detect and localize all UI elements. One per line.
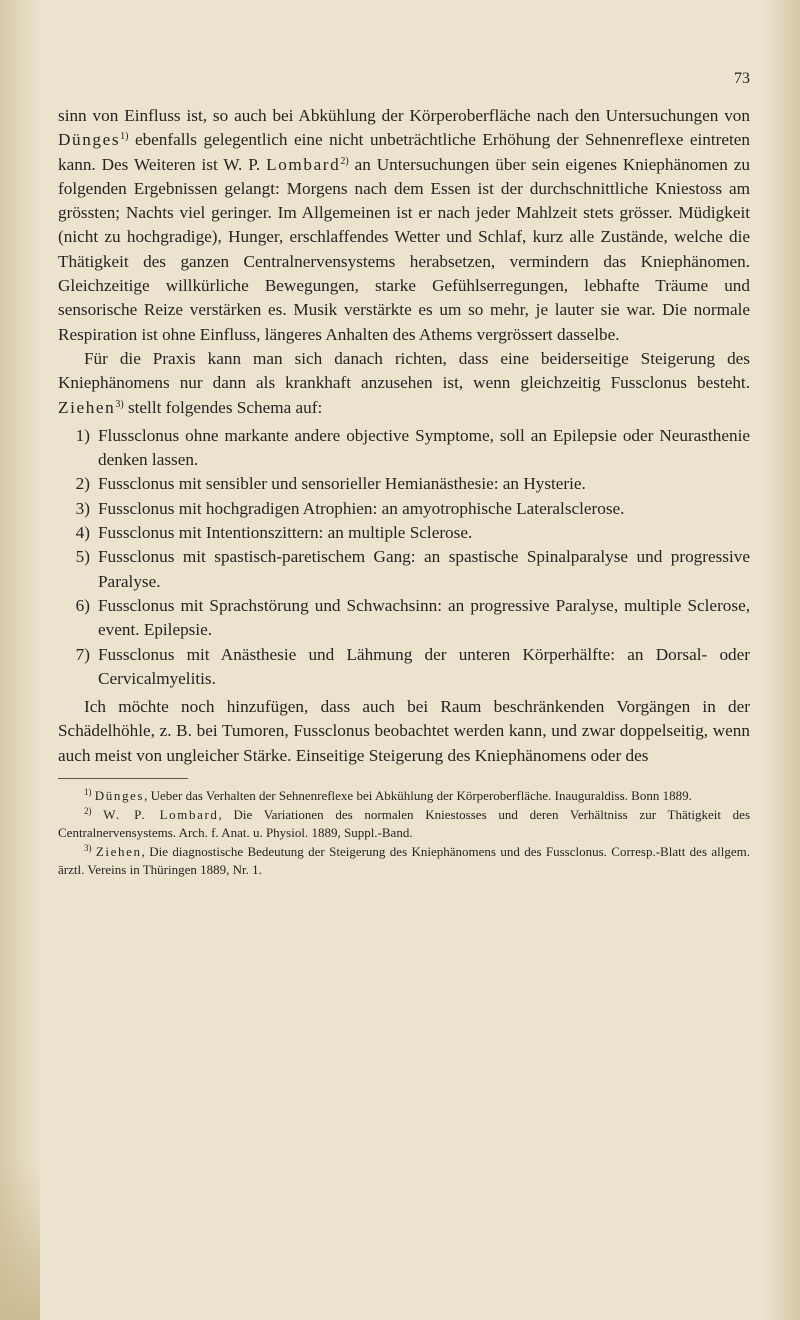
schema-item-text: Fussclonus mit Sprachstörung und Schwachsinn: an progressive Paralyse, multiple Sclerose, event. Epilepsie. xyxy=(98,595,750,640)
schema-item xyxy=(58,521,750,545)
footnote-ref-3: 3) xyxy=(115,398,124,410)
schema-item-text: Fussclonus mit Anästhesie und Lähmung der unteren Körperhälfte: an Dorsal- oder Cervicalmyelitis. xyxy=(98,644,750,688)
scan-corner-bottomleft xyxy=(0,1160,40,1320)
schema-item-number: 4) xyxy=(75,523,90,543)
schema-item-text: Fussclonus mit spastisch-paretischem Gang: an spastische Spinalparalyse und progressive Paralyse. xyxy=(98,547,750,591)
footnote-mark: 3) xyxy=(84,842,92,853)
schema-item xyxy=(58,594,750,643)
schema-item xyxy=(58,472,750,496)
author-name-ziehen: Ziehen xyxy=(58,397,116,417)
footnote-ref-1: 1) xyxy=(120,131,129,143)
footnote xyxy=(58,843,750,880)
footnote-mark: 2) xyxy=(84,805,92,816)
schema-item xyxy=(58,424,750,473)
paragraph-1 xyxy=(58,104,750,347)
footnote-divider xyxy=(58,778,188,779)
paragraph-2 xyxy=(58,347,750,420)
paragraph-2-text-a: Für die Praxis kann man sich danach richten, dass eine beiderseitige Steigerung des Kniephänomens nur dann als krankhaft anzusehen ist, wenn gleichzeitig Fussclonus besteht. xyxy=(58,348,750,393)
schema-item-text: Fussclonus mit sensibler und sensorieller Hemianästhesie: an Hysterie. xyxy=(98,474,586,494)
footnote-author: W. P. Lombard xyxy=(103,806,219,822)
paragraph-1-text-c: an Untersuchungen über sein eigenes Kniephänomen zu folgenden Ergebnissen gelangt: Morgens nach dem Essen ist der durchschnittliche Kniestoss am grössten; Nachts viel geringer. Im Allgemeinen ist er nach jeder Mahlzeit stets grösser. Müdigkeit (nicht zu hochgradige), Hunger, erschlaffendes Wetter und Schlaf, kurz alle Zustände, welche die Thätigkeit des ganzen Centralnervensystems herabsetzen, vermindern das Kniephänomen. Gleichzeitige willkürliche Bewegungen, starke Gefühlserregungen, lebhafte Träume und sensorische Reize verstärken es. Musik verstärkte es um so mehr, je lauter sie war. Die normale Respiration ist ohne Einfluss, längeres Anhalten des Athems vergrössert dasselbe. xyxy=(58,154,750,344)
footnote-text: , Die Variationen des normalen Kniestosses und deren Verhältniss zur Thätigkeit des Centralnervensystems. Arch. f. Anat. u. Physiol. 1889, Suppl.-Band. xyxy=(58,806,750,841)
author-name-lombard: Lombard xyxy=(266,154,341,174)
footnote-mark: 1) xyxy=(84,787,92,798)
schema-item-text: Fussclonus mit hochgradigen Atrophien: an amyotrophische Lateralsclerose. xyxy=(98,498,625,518)
schema-item-text: Fussclonus mit Intentionszittern: an multiple Sclerose. xyxy=(98,523,473,543)
footnotes xyxy=(58,787,750,880)
schema-list xyxy=(58,424,750,691)
footnote-text: , Die diagnostische Bedeutung der Steigerung des Kniephänomens und des Fussclonus. Corresp.-Blatt des allgem. ärztl. Vereins in Thüringen 1889, Nr. 1. xyxy=(58,843,750,878)
footnote-text: , Ueber das Verhalten der Sehnenreflexe bei Abkühlung der Körperoberfläche. Inauguraldiss. Bonn 1889. xyxy=(144,788,692,804)
footnote xyxy=(58,787,750,806)
schema-item xyxy=(58,643,750,692)
schema-item-number: 7) xyxy=(75,644,90,664)
schema-item-number: 5) xyxy=(75,547,90,567)
schema-item xyxy=(58,497,750,521)
footnote-author: Ziehen xyxy=(95,843,142,859)
scan-edge-right xyxy=(764,0,800,1320)
footnote-author: Dünges xyxy=(94,788,145,804)
schema-item-number: 2) xyxy=(75,474,90,494)
page-number: 73 xyxy=(734,70,750,87)
paragraph-3: Ich möchte noch hinzufügen, dass auch bei Raum beschränkenden Vorgängen in der Schädelhöhle, z. B. bei Tumoren, Fussclonus beobachtet werden kann, und zwar doppelseitig, wenn auch meist von ungleicher Stärke. Einseitige Steigerung des Kniephänomens oder des xyxy=(58,697,750,765)
book-page xyxy=(58,70,750,1270)
schema-item-number: 6) xyxy=(75,595,90,615)
footnote-ref-2: 2) xyxy=(340,155,349,167)
author-name-duenges: Dünges xyxy=(58,130,121,150)
schema-item-number: 3) xyxy=(75,498,90,518)
footnote xyxy=(58,806,750,843)
scan-edge-left xyxy=(0,0,40,1320)
schema-item xyxy=(58,545,750,594)
paragraph-1-text-a: sinn von Einfluss ist, so auch bei Abkühlung der Körperoberfläche nach den Untersuchungen von xyxy=(58,106,750,125)
schema-item-number: 1) xyxy=(75,425,90,445)
paragraph-1-text-b: ebenfalls gelegentlich eine nicht unbeträchtliche Erhöhung der Sehnenreflexe eintreten kann. Des Weiteren ist W. P. xyxy=(58,130,750,174)
schema-item-text: Flussclonus ohne markante andere objective Symptome, soll an Epilepsie oder Neurasthenie denken lassen. xyxy=(98,425,750,470)
paragraph-2-text-b: stellt folgendes Schema auf: xyxy=(123,397,323,417)
body-text xyxy=(58,104,750,768)
